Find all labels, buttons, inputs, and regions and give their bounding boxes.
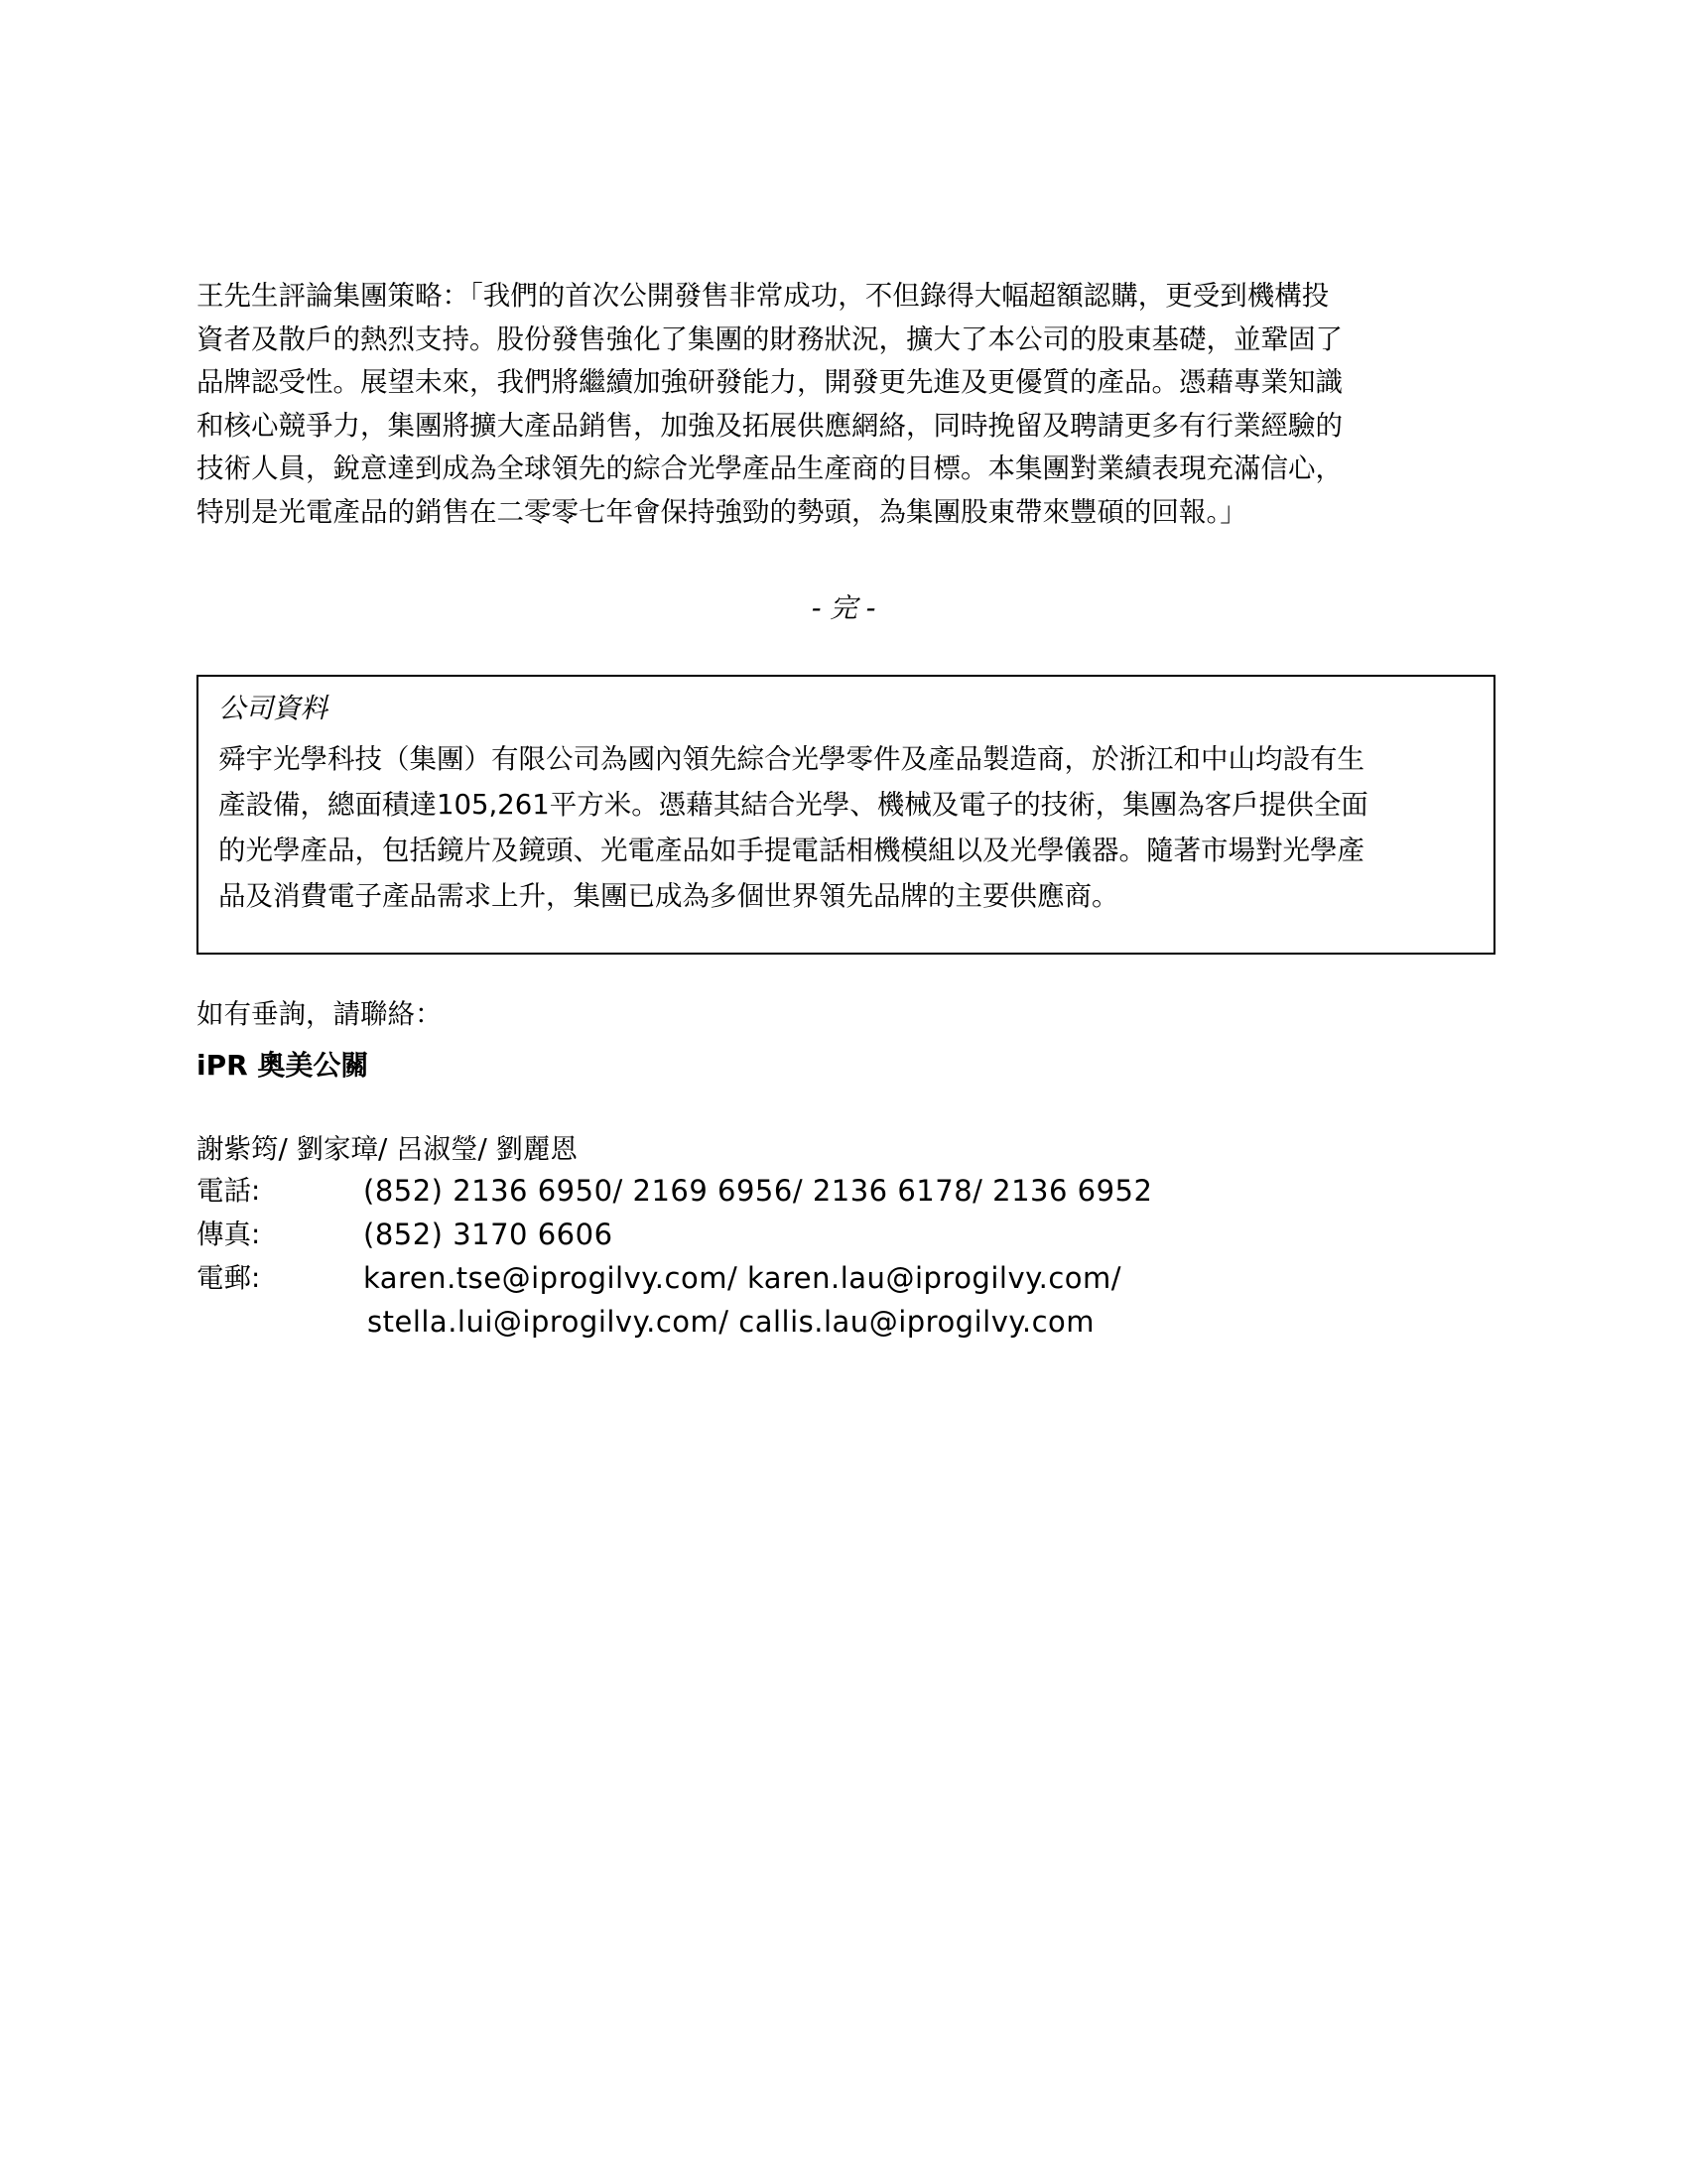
contact-intro: 如有垂詢，請聯絡： xyxy=(196,998,443,1030)
quote-line: 資者及散戶的熱烈支持。股份發售強化了集團的財務狀況，擴大了本公司的股東基礎，並鞏固了 xyxy=(196,322,1343,355)
company-info-line: 的光學產品，包括鏡片及鏡頭、光電產品如手提電話相機模組以及光學儀器。隨著市場對光學產 xyxy=(218,835,1364,866)
contact-names: 謝紫筠/ 劉家璋/ 呂淑瑩/ 劉麗恩 xyxy=(196,1133,579,1165)
fax-value: (852) 3170 6606 xyxy=(363,1218,613,1251)
phone-label: 電話: xyxy=(196,1175,261,1207)
company-info-title: 公司資料 xyxy=(218,693,327,724)
company-info-line: 產設備，總面積達105,261平方米。憑藉其結合光學、機械及電子的技術，集團為客戶提供全面 xyxy=(218,789,1368,821)
company-info-line: 舜宇光學科技（集團）有限公司為國內領先綜合光學零件及產品製造商，於浙江和中山均設有生 xyxy=(218,743,1364,775)
agency-name: iPR 奧美公關 xyxy=(196,1049,369,1082)
quote-line: 特別是光電產品的銷售在二零零七年會保持強勁的勢頭，為集團股東帶來豐碩的回報。」 xyxy=(196,495,1247,528)
quote-paragraph xyxy=(196,275,1477,534)
end-mark: - 完 - xyxy=(811,592,876,624)
fax-label: 傳真: xyxy=(196,1219,261,1250)
quote-line: 王先生評論集團策略：「我們的首次公開發售非常成功，不但錄得大幅超額認購，更受到機構投 xyxy=(196,280,1330,312)
company-info-body xyxy=(218,736,1489,919)
email-link[interactable]: stella.lui@iprogilvy.com/ callis.lau@iprogilvy.com xyxy=(367,1305,1096,1339)
quote-line: 品牌認受性。展望未來，我們將繼續加強研發能力，開發更先進及更優質的產品。憑藉專業知識 xyxy=(196,366,1343,398)
phone-value: (852) 2136 6950/ 2169 6956/ 2136 6178/ 2136 6952 xyxy=(363,1174,1153,1208)
quote-line: 和核心競爭力，集團將擴大產品銷售，加強及拓展供應網絡，同時挽留及聘請更多有行業經驗的 xyxy=(196,409,1343,442)
company-info-box xyxy=(196,675,1495,955)
email-label: 電郵: xyxy=(196,1262,261,1294)
company-info-line: 品及消費電子產品需求上升，集團已成為多個世界領先品牌的主要供應商。 xyxy=(218,880,1119,912)
email-link[interactable]: karen.tse@iprogilvy.com/ karen.lau@iprogilvy.com/ xyxy=(363,1261,1122,1295)
quote-line: 技術人員，銳意達到成為全球領先的綜合光學產品生產商的目標。本集團對業績表現充滿信心， xyxy=(196,452,1343,484)
